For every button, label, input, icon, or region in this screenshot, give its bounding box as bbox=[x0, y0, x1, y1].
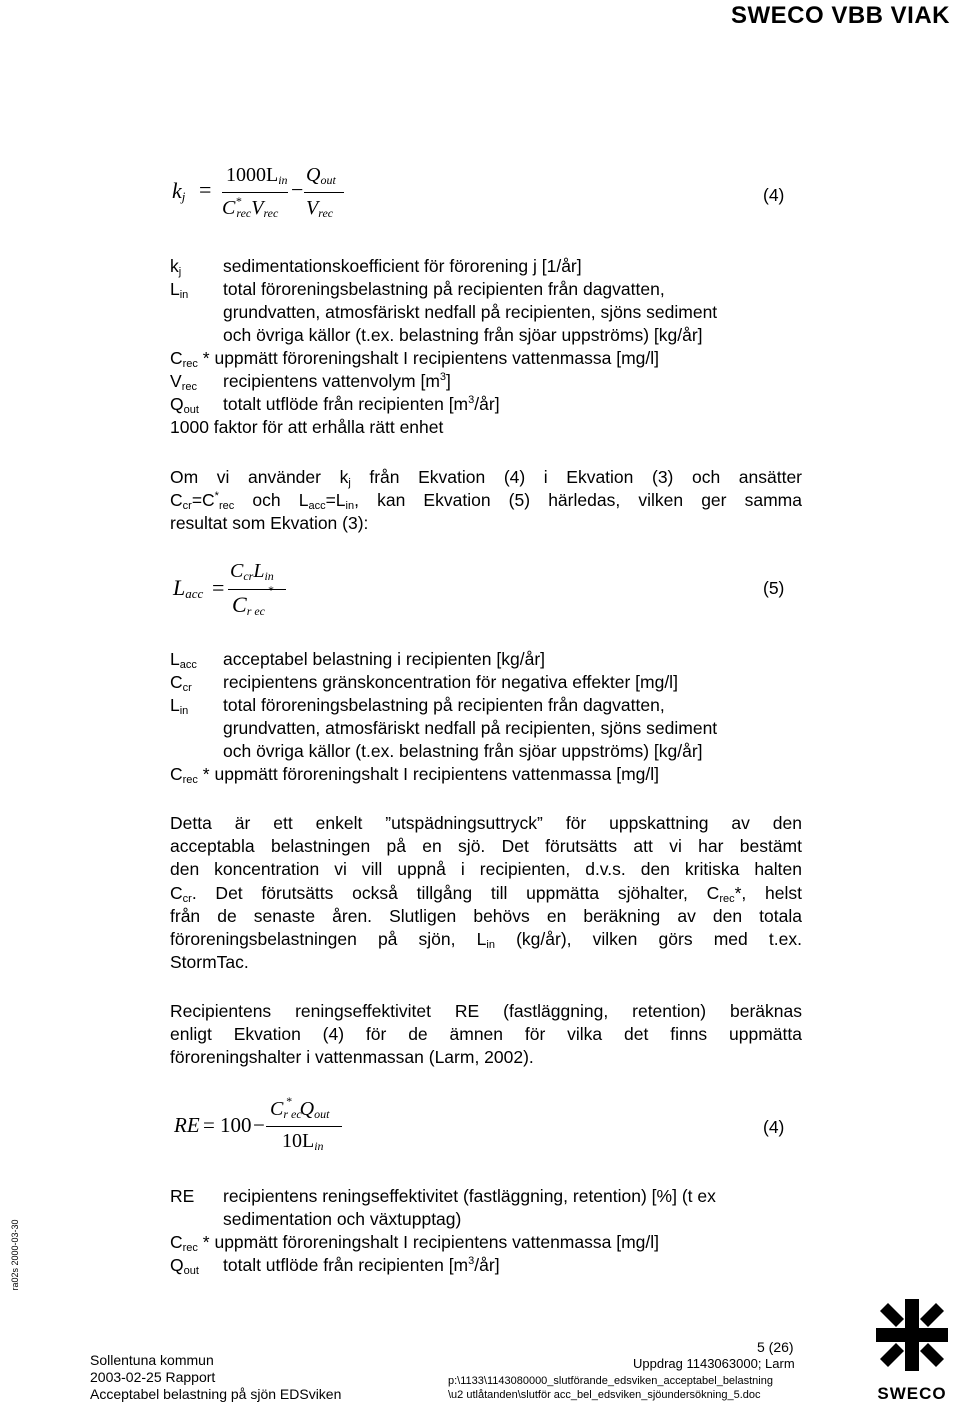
footer-left-3: Acceptabel belastning på sjön EDSviken bbox=[90, 1386, 342, 1402]
paragraph-3: Recipientens reningseffektivitet RE (fastläggning, retention) beräknas enligt Ekvation (4) för de ämnen för vilka det finns uppmätta föroreningshalter i vattenmassan (Larm, 2002). bbox=[170, 1001, 802, 1068]
footer-right-3: \u2 utlåtanden\slutför acc_bel_edsviken_sjöundersökning_5.doc bbox=[448, 1389, 761, 1401]
equation-number: (5) bbox=[763, 578, 785, 598]
sweco-logo-mark-icon bbox=[872, 1295, 952, 1375]
paragraph-2: Detta är ett enkelt ”utspädningsuttryck” för uppskattning av den acceptabla belastningen på en sjö. Det förutsätts att vi har bestämt den koncentration vi vill uppnå i recipienten, d.v.s. den kritiska halten $C_{cr}$. Det förutsätts också tillgång till uppmätta sjöhalter, $C_{rec}*$, helst från de senaste åren. Slutligen behövs en beräkning av den totala föroreningsbelastningen på sjön, $L_{in}$ (kg/år), vilken görs med t.ex. StormTac. bbox=[170, 813, 803, 973]
footer-right-2: p:\1133\1143080000_slutförande_edsviken_acceptabel_belastning bbox=[448, 1375, 773, 1387]
footer-left-2: 2003-02-25 Rapport bbox=[90, 1369, 216, 1385]
equation-number: (4) bbox=[763, 185, 785, 205]
footer-right-1: Uppdrag 1143063000; Larm bbox=[633, 1356, 795, 1371]
footer-left-1: Sollentuna kommun bbox=[90, 1352, 214, 1368]
brand-header: SWECO VBB VIAK bbox=[730, 2, 950, 29]
page-number: 5 (26) bbox=[757, 1339, 794, 1355]
side-code: ra02s 2000-03-30 bbox=[10, 1219, 20, 1291]
sweco-logo: SWECO bbox=[872, 1295, 952, 1401]
paragraph-1: Om vi använder $k_j$ från Ekvation (4) i Ekvation (3) och ansätter $C_{cr}=C^*_{rec}$ och $L_{acc}=L_{in}$, kan Ekvation (5) härledas, vilken ger samma resultat som Ekvation (3): bbox=[170, 467, 803, 534]
equation-number: (4) bbox=[763, 1117, 785, 1137]
